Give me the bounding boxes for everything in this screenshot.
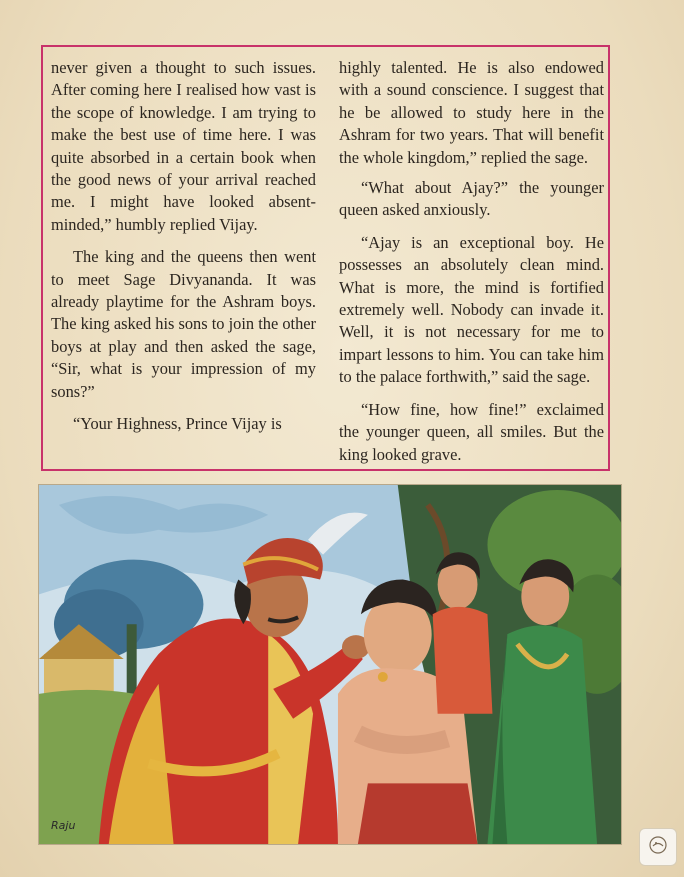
paragraph: never given a thought to such issues. After coming here I realised how vast is the scope of knowledge. I am trying to make the best use of time here. I was quite absorbed in a certain book when the good news of your arrival reached me. I might have looked absent-minded,” humbly replied Vijay. bbox=[51, 58, 316, 234]
paragraph: “What about Ajay?” the younger queen asked anxiously. bbox=[339, 178, 604, 220]
illustration-artwork bbox=[39, 485, 621, 844]
story-illustration bbox=[38, 484, 622, 845]
artist-signature: Raju bbox=[51, 819, 76, 832]
left-text-column bbox=[51, 57, 316, 446]
paragraph: “How fine, how fine!” exclaimed the younger queen, all smiles. But the king looked grave. bbox=[339, 399, 604, 464]
paragraph: “Ajay is an exceptional boy. He possesses an absolutely clean mind. What is more, the mind is fortified extremely well. Nobody can invade it. Well, it is not necessary for me to impart lessons to him. You can take him to the palace forthwith,” said the sage. bbox=[339, 232, 604, 387]
paragraph: highly talented. He is also endowed with a sound conscience. I suggest that he be allowed to study here in the Ashram for two years. That will benefit the whole kingdom,” replied the sage. bbox=[339, 58, 604, 167]
scan-watermark-stamp bbox=[639, 828, 677, 866]
paragraph: The king and the queens then went to meet Sage Divyananda. It was already playtime for the Ashram boys. The king asked his sons to join the other boys at play and then asked the sage, “Sir, what is your impression of my sons?” bbox=[51, 247, 316, 401]
story-text-frame bbox=[41, 45, 610, 471]
paragraph: “Your Highness, Prince Vijay is bbox=[73, 414, 282, 434]
right-text-column bbox=[339, 57, 604, 476]
watermark-icon bbox=[645, 834, 671, 860]
